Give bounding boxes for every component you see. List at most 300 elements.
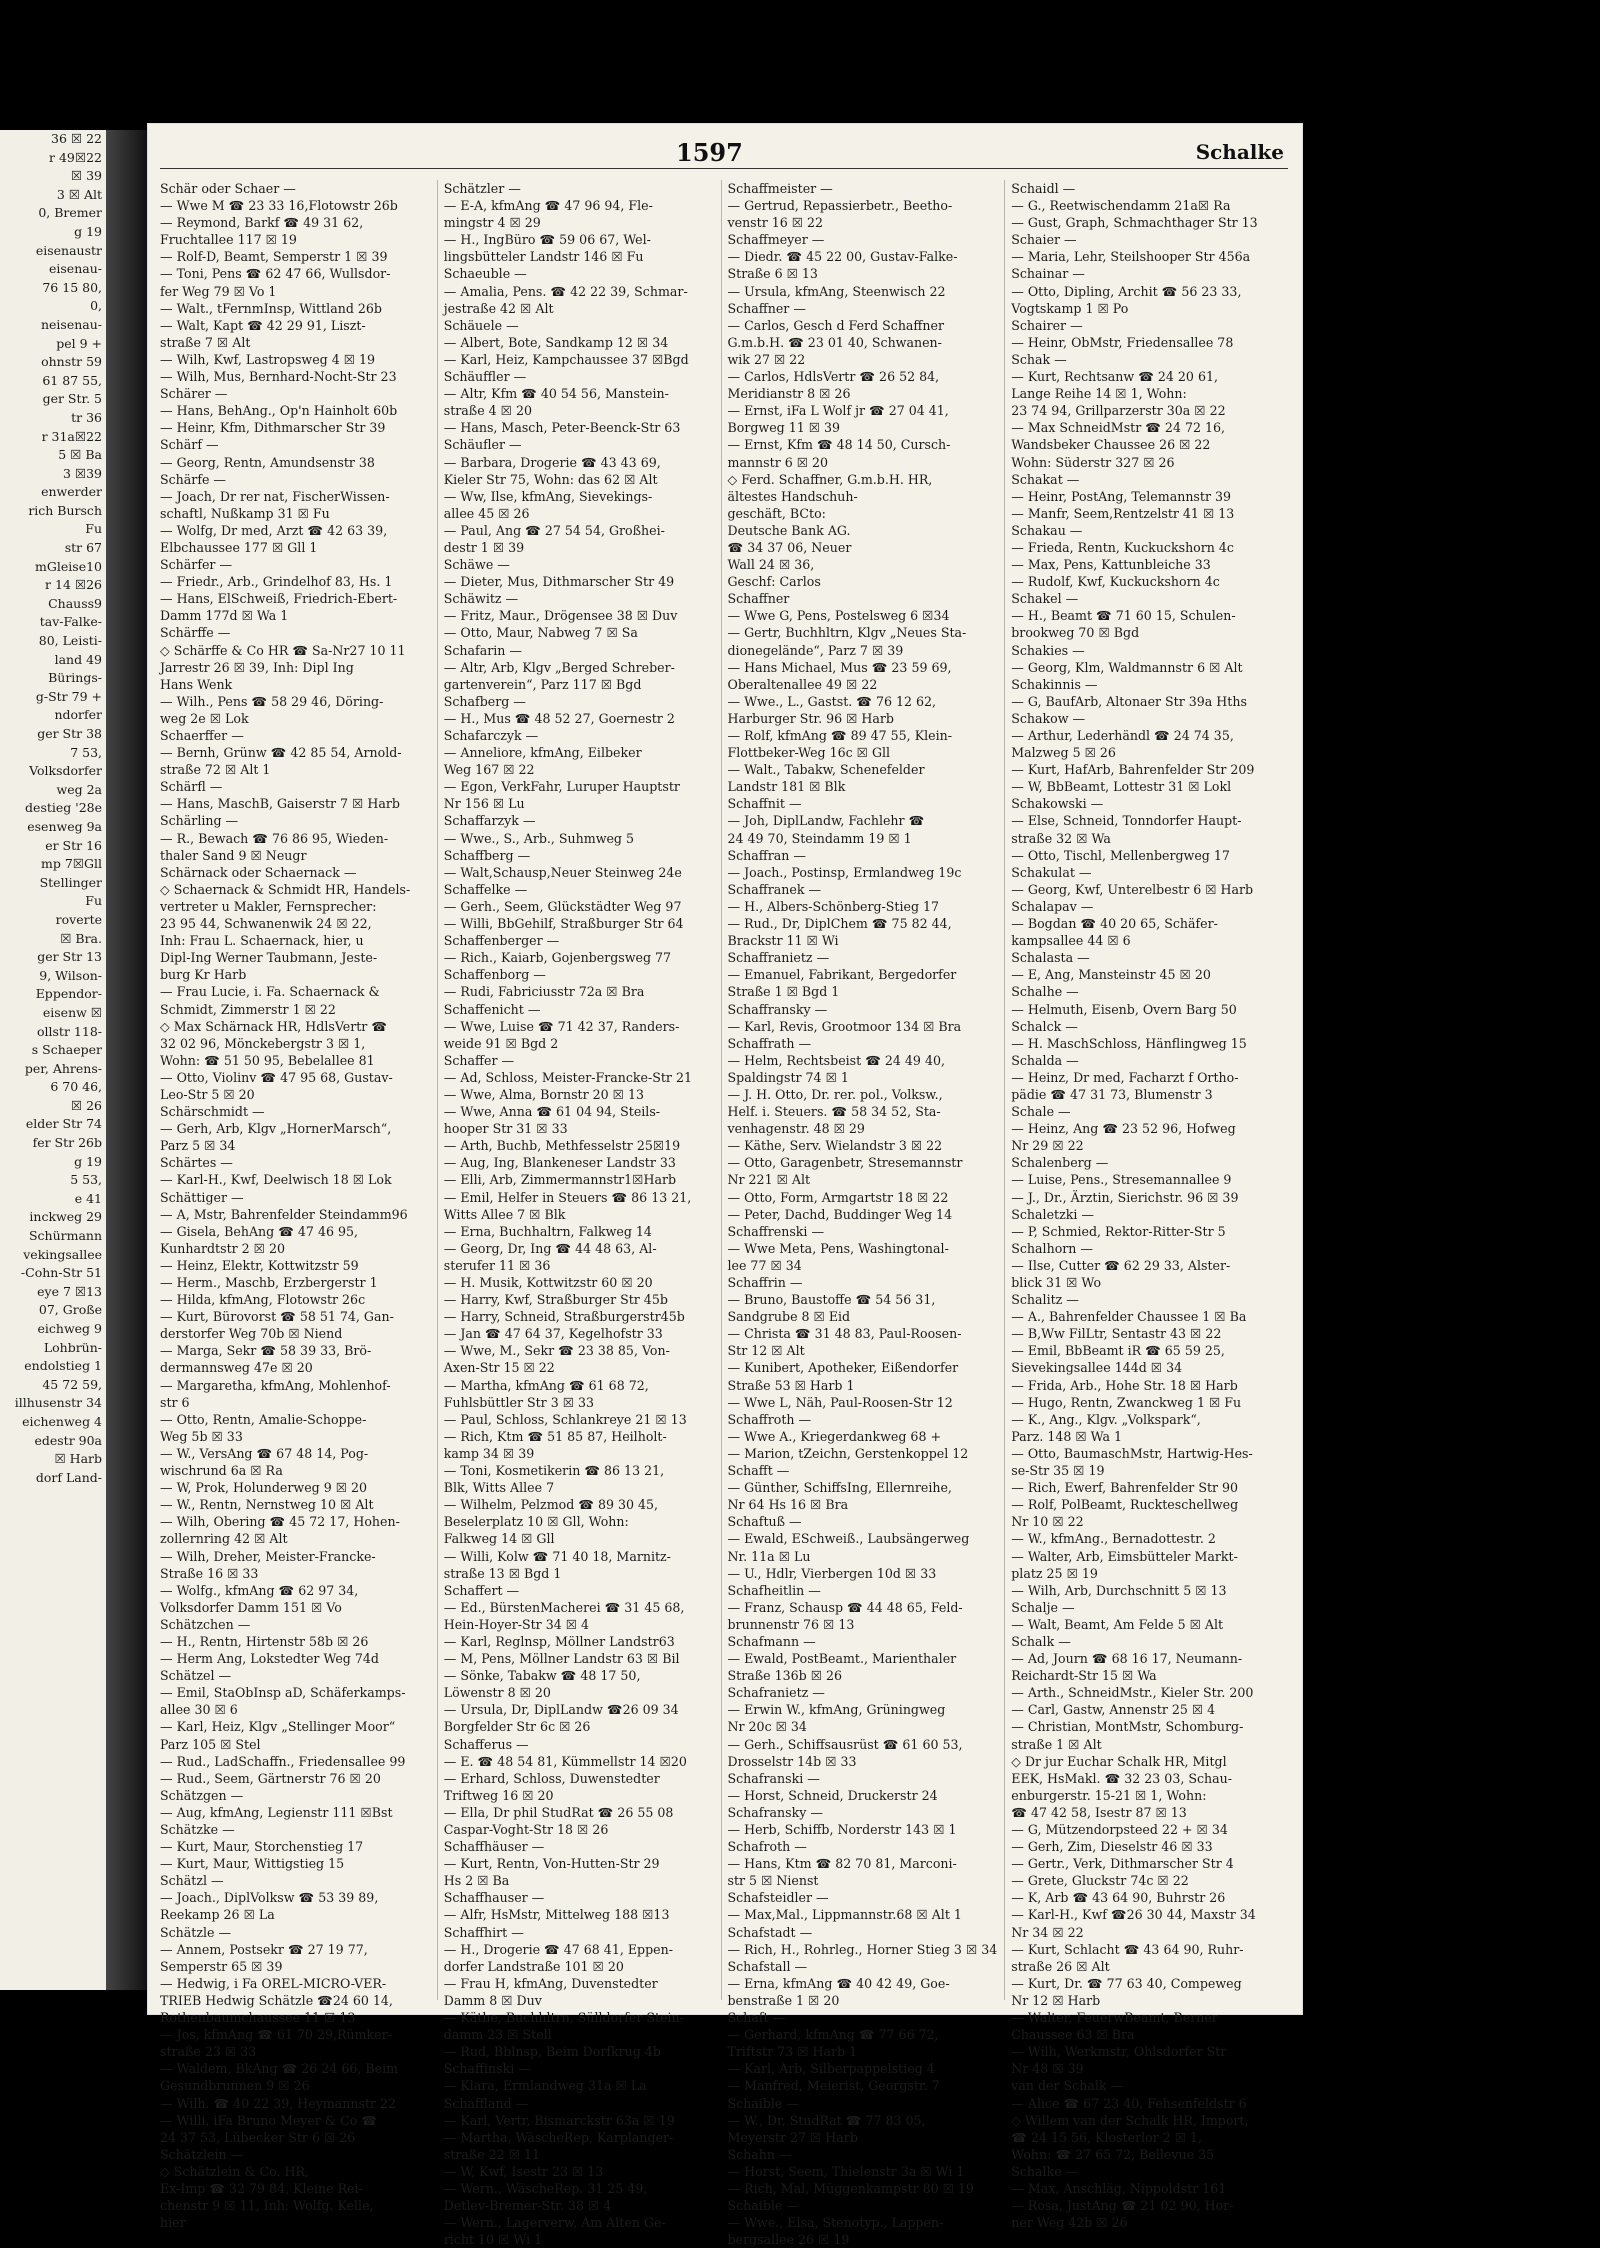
directory-entry-line: Schafroth —	[727, 1839, 807, 1855]
directory-entry-line: Beselerplatz 10 ☒ Gll, Wohn:	[443, 1514, 629, 1530]
directory-entry-line: — Manfr, Seem,Rentzelstr 41 ☒ 13	[1011, 505, 1235, 521]
directory-entry-line: derstorfer Weg 70b ☒ Niend	[160, 1326, 343, 1342]
directory-entry-line: — H., Mus ☎ 48 52 27, Goernestr 2	[443, 710, 675, 726]
directory-entry-line: — Annem, Postsekr ☎ 27 19 77,	[160, 1941, 368, 1957]
directory-entry-line: Straße 16 ☒ 33	[160, 1565, 259, 1581]
directory-entry-line: — Otto, Garagenbetr, Stresemannstr	[727, 1155, 963, 1171]
directory-entry-line: — Wwe., L., Gastst. ☎ 76 12 62,	[727, 693, 937, 709]
directory-entry-line: Schaffberg —	[443, 847, 531, 863]
directory-entry-line: — P, Schmied, Rektor-Ritter-Str 5	[1011, 1223, 1226, 1239]
directory-entry-line: — Rich., Kaiarb, Gojenbergsweg 77	[443, 950, 672, 966]
directory-page	[148, 124, 1302, 2248]
directory-entry-line: ◇ Willem van der Schalk HR, Import,	[1011, 2112, 1249, 2128]
directory-entry-line: Schaier —	[1011, 232, 1077, 248]
directory-entry-line: Nr 10 ☒ 22	[1011, 1514, 1084, 1530]
directory-entry-line: blick 31 ☒ Wo	[1011, 1275, 1102, 1290]
directory-entry-line: — Hans, ElSchweiß, Friedrich-Ebert-	[160, 591, 398, 607]
directory-entry-line: — Wolfg., kfmAng ☎ 62 97 34,	[160, 1582, 359, 1598]
directory-entry-line: Schaffhirt —	[443, 1924, 524, 1940]
directory-entry-line: — H., Beamt ☎ 71 60 15, Schulen-	[1011, 608, 1236, 624]
directory-entry-line: sterufer 11 ☒ 36	[443, 1257, 551, 1273]
directory-entry-line: Detlev-Bremer-Str. 38 ☒ 4	[443, 2198, 612, 2214]
directory-entry-line: Semperstr 65 ☒ 39	[160, 1958, 283, 1974]
directory-entry-line: — Dieter, Mus, Dithmarscher Str 49	[443, 574, 675, 590]
directory-entry-line: — Karl-H., Kwf ☎26 30 44, Maxstr 34	[1011, 1907, 1256, 1923]
directory-entry-line: — Wwe, Alma, Bornstr 20 ☒ 13	[443, 1086, 644, 1102]
directory-entry-line: Deutsche Bank AG.	[727, 522, 851, 538]
directory-entry-line: — Paul, Ang ☎ 27 54 54, Großhei-	[443, 522, 665, 538]
directory-entry-line: — B,Ww FilLtr, Sentastr 43 ☒ 22	[1011, 1326, 1222, 1342]
previous-page-line: ☒ Bra.	[60, 930, 102, 946]
directory-entry-line: — Rud., Dr, DiplChem ☎ 75 82 44,	[727, 916, 952, 932]
directory-entry-line: — Gertr., Verk, Dithmarscher Str 4	[1011, 1856, 1234, 1872]
directory-entry-line: — Gerh, Zim, Dieselstr 46 ☒ 33	[1011, 1839, 1213, 1855]
directory-entry-line: Schaffert —	[443, 1582, 520, 1598]
directory-entry-line: weide 91 ☒ Bgd 2	[443, 1035, 559, 1051]
directory-entry-line: Schäwe —	[443, 557, 510, 573]
previous-page-line: ohnstr 59	[41, 354, 102, 370]
directory-entry-line: Weg 167 ☒ 22	[443, 762, 535, 778]
directory-entry-line: — K, Arb ☎ 43 64 90, Buhrstr 26	[1011, 1890, 1226, 1906]
directory-entry-line: van der Schalk —	[1011, 2078, 1124, 2094]
previous-page-line: per, Ahrens-	[24, 1060, 102, 1076]
directory-entry-line: — Anneliore, kfmAng, Eilbeker	[443, 745, 642, 761]
directory-entry-line: Schätzke —	[160, 1822, 235, 1837]
directory-entry-line: — Christian, MontMstr, Schomburg-	[1011, 1719, 1244, 1735]
directory-entry-line: Schaible —	[727, 2198, 799, 2214]
directory-entry-line: Schärf —	[160, 437, 219, 453]
directory-entry-line: — Martha, kfmAng ☎ 61 68 72,	[443, 1377, 649, 1393]
previous-page-line: 6 70 46,	[50, 1079, 102, 1095]
directory-entry-line: Nr. 11a ☒ Lu	[727, 1548, 811, 1564]
directory-entry-line: — Wwe Meta, Pens, Washingtonal-	[727, 1240, 949, 1256]
directory-entry-line: — Alfr, HsMstr, Mittelweg 188 ☒13	[443, 1907, 670, 1923]
previous-page-line: ger Str 38	[37, 726, 102, 741]
directory-entry-line: — Aug, kfmAng, Legienstr 111 ☒Bst	[160, 1804, 393, 1820]
directory-entry-line: — Manfred, Meierist, Georgstr. 7	[727, 2078, 940, 2094]
previous-page-line: e 41	[74, 1190, 102, 1206]
directory-entry-line: — Otto, Form, Armgartstr 18 ☒ 22	[727, 1189, 949, 1205]
directory-entry-line: Rothenbaumchaussee 11 ☒ 13	[160, 2010, 356, 2026]
directory-entry-line: Straße 53 ☒ Harb 1	[727, 1377, 855, 1393]
directory-entry-line: — Erwin W., kfmAng, Grüningweg	[727, 1702, 946, 1718]
directory-entry-line: Schmidt, Zimmerstr 1 ☒ 22	[160, 1001, 336, 1017]
directory-entry-line: Harburger Str. 96 ☒ Harb	[727, 710, 894, 726]
directory-entry-line: ◇ Schätzlein & Co. HR,	[160, 2163, 309, 2179]
directory-entry-line: — Wern., Lagerverw, Am Alten Ge-	[443, 2215, 666, 2231]
directory-entry-line: Schafferus —	[443, 1736, 529, 1752]
directory-entry-line: — Joach., Postinsp, Ermlandweg 19c	[727, 864, 962, 880]
directory-entry-line: Schakow —	[1011, 710, 1086, 726]
directory-entry-line: Sandgrube 8 ☒ Eid	[727, 1309, 851, 1325]
directory-entry-line: Schaffhäuser —	[443, 1839, 545, 1855]
directory-entry-line: Schaffroth —	[727, 1411, 812, 1427]
directory-entry-line: straße 4 ☒ 20	[443, 403, 533, 419]
previous-page-line: Schürmann	[28, 1228, 102, 1244]
previous-page-line: Chauss9	[48, 595, 102, 611]
directory-entry-line: — Herb, Schiffb, Norderstr 143 ☒ 1	[727, 1822, 957, 1837]
directory-entry-line: Leo-Str 5 ☒ 20	[160, 1086, 255, 1102]
directory-entry-line: straße 23 ☒ 33	[160, 2044, 257, 2060]
directory-entry-line: — Wilh. ☎ 40 22 39, Heymannstr 22	[160, 2095, 397, 2111]
directory-entry-line: — Walt., tFernmInsp, Wittland 26b	[160, 300, 382, 316]
directory-entry-line: — Barbara, Drogerie ☎ 43 43 69,	[443, 454, 661, 470]
directory-entry-line: — Kurt, Maur, Storchenstieg 17	[160, 1839, 364, 1855]
directory-entry-line: 24 37 53, Lübecker Str 6 ☒ 26	[160, 2129, 356, 2145]
previous-page-line: illhusenstr 34	[14, 1395, 102, 1411]
directory-entry-line: Schakau —	[1011, 522, 1083, 538]
column-1	[160, 180, 438, 2231]
directory-entry-line: Brackstr 11 ☒ Wi	[727, 933, 839, 949]
directory-entry-line: zollernring 42 ☒ Alt	[160, 1531, 288, 1547]
directory-entry-line: Straße 6 ☒ 13	[727, 266, 818, 282]
previous-page-line: 9, Wilson-	[39, 967, 102, 983]
directory-entry-line: — Harry, Kwf, Straßburger Str 45b	[443, 1292, 668, 1308]
directory-entry-line: — R., Bewach ☎ 76 86 95, Wieden-	[160, 830, 389, 846]
directory-entry-line: — J. H. Otto, Dr. rer. pol., Volksw.,	[727, 1086, 943, 1102]
directory-entry-line: — A, Mstr, Bahrenfelder Steindamm96	[160, 1206, 408, 1222]
column-3	[727, 180, 1006, 2248]
directory-entry-line: wik 27 ☒ 22	[727, 351, 806, 367]
directory-entry-line: Schalk —	[1011, 1633, 1071, 1649]
directory-entry-line: — Albert, Bote, Sandkamp 12 ☒ 34	[443, 334, 669, 350]
directory-entry-line: — Erna, Buchhaltrn, Falkweg 14	[443, 1223, 652, 1239]
directory-entry-line: — Wilh., Pens ☎ 58 29 46, Döring-	[160, 693, 384, 709]
directory-entry-line: Schafranski —	[727, 1770, 820, 1786]
directory-entry-line: Flottbeker-Weg 16c ☒ Gll	[727, 745, 891, 761]
directory-entry-line: — Hilda, kfmAng, Flotowstr 26c	[160, 1292, 366, 1308]
directory-columns	[160, 180, 1288, 2248]
directory-entry-line: — Kurt, Dr. ☎ 77 63 40, Compeweg	[1011, 1975, 1242, 1991]
directory-entry-line: Schakies —	[1011, 642, 1085, 658]
previous-page-line: 5 ☒ Ba	[58, 447, 102, 463]
directory-entry-line: Schafstall —	[727, 1958, 808, 1974]
directory-entry-line: — Wilh, Werkmstr, Ohlsdorfer Str	[1011, 2044, 1227, 2060]
previous-page-line: eisenaustr	[35, 242, 102, 258]
directory-entry-line: mannstr 6 ☒ 20	[727, 454, 829, 470]
directory-entry-line: gartenverein“, Parz 117 ☒ Bgd	[443, 676, 642, 692]
directory-entry-line: — Ad, Schloss, Meister-Francke-Str 21	[443, 1069, 692, 1085]
directory-entry-line: Schäuffler —	[443, 369, 527, 385]
directory-entry-line: Schaffland —	[443, 2095, 529, 2111]
page-number: 1597	[676, 138, 743, 167]
directory-entry-line: Nr 34 ☒ 22	[1011, 1924, 1084, 1940]
directory-entry-line: ◇ Schärffe & Co HR ☎ Sa-Nr27 10 11	[160, 642, 406, 658]
directory-entry-line: Spaldingstr 74 ☒ 1	[727, 1069, 849, 1085]
directory-entry-line: — Reymond, Barkf ☎ 49 31 62,	[160, 215, 364, 231]
previous-page-line: eisenau-	[49, 261, 102, 277]
directory-entry-line: Straße 1 ☒ Bgd 1	[727, 984, 840, 1000]
directory-entry-line: — Sönke, Tabakw ☎ 48 17 50,	[443, 1668, 641, 1684]
directory-entry-line: — Frau H, kfmAng, Duvenstedter	[443, 1975, 658, 1991]
previous-page-line: ollstr 118-	[37, 1023, 102, 1039]
directory-entry-line: — Hans, BehAng., Op'n Hainholt 60b	[160, 403, 398, 419]
directory-entry-line: Schafsteidler —	[727, 1890, 829, 1906]
directory-entry-line: enburgerstr. 15-21 ☒ 1, Wohn:	[1011, 1787, 1207, 1803]
directory-entry-line: Schakat —	[1011, 471, 1080, 487]
directory-entry-line: — Wwe., S., Arb., Suhmweg 5	[443, 830, 635, 846]
directory-entry-line: destr 1 ☒ 39	[443, 539, 525, 555]
directory-entry-line: — Georg, Kwf, Unterelbestr 6 ☒ Harb	[1011, 881, 1254, 897]
directory-entry-line: Wohn: ☎ 51 50 95, Bebelallee 81	[160, 1052, 375, 1068]
directory-entry-line: Nr 156 ☒ Lu	[443, 796, 525, 812]
directory-entry-line: Fuhlsbüttler Str 3 ☒ 33	[443, 1394, 595, 1410]
previous-page-line: esenweg 9a	[27, 818, 102, 834]
directory-entry-line: — Rudi, Fabriciusstr 72a ☒ Bra	[443, 984, 645, 1000]
previous-page-line: 80, Leisti-	[38, 633, 102, 649]
directory-entry-line: — Amalia, Pens. ☎ 42 22 39, Schmar-	[443, 283, 688, 299]
directory-entry-line: — Ww, Ilse, kfmAng, Sievekings-	[443, 488, 653, 504]
directory-entry-line: — E, Ang, Mansteinstr 45 ☒ 20	[1011, 967, 1211, 983]
directory-entry-line: — Ewald, ESchweiß., Laubsängerweg	[727, 1531, 970, 1547]
directory-entry-line: — Karl, Arb, Silberpappelstieg 4	[727, 2061, 935, 2077]
directory-entry-line: — Joach, Dr rer nat, FischerWissen-	[160, 488, 390, 504]
previous-page-line: s Schaeper	[31, 1042, 102, 1058]
previous-page-line: ger Str. 5	[42, 391, 102, 407]
directory-entry-line: Dipl-Ing Werner Taubmann, Jeste-	[160, 950, 378, 966]
directory-entry-line: Fruchtallee 117 ☒ 19	[160, 232, 297, 248]
directory-entry-line: — Käthe, Buchhltrn, Sülldorfer Stein-	[443, 2010, 684, 2026]
directory-entry-line: weg 2e ☒ Lok	[160, 710, 249, 726]
directory-entry-line: Borgweg 11 ☒ 39	[727, 420, 841, 436]
directory-entry-line: EEK, HsMakl. ☎ 32 23 03, Schau-	[1011, 1770, 1233, 1786]
previous-page-line: r 49☒22	[49, 149, 102, 165]
directory-entry-line: — Wwe A., Kriegerdankweg 68 +	[727, 1428, 942, 1444]
directory-entry-line: Volksdorfer Damm 151 ☒ Vo	[160, 1599, 342, 1615]
directory-entry-line: — Georg, Dr, Ing ☎ 44 48 63, Al-	[443, 1240, 657, 1256]
directory-entry-line: — Arth., SchneidMstr., Kieler Str. 200	[1011, 1685, 1254, 1701]
directory-entry-line: Wandsbeker Chaussee 26 ☒ 22	[1011, 437, 1211, 453]
directory-entry-line: Schaffranietz —	[727, 950, 830, 966]
directory-entry-line: Schafarin —	[443, 642, 522, 658]
directory-entry-line: Schaft —	[727, 2010, 786, 2026]
directory-entry-line: ◇ Ferd. Schaffner, G.m.b.H. HR,	[727, 471, 933, 487]
directory-entry-line: Inh: Frau L. Schaernack, hier, u	[160, 933, 364, 949]
previous-page-line: destieg '28e	[25, 800, 102, 816]
directory-entry-line: ner Weg 42b ☒ 26	[1011, 2215, 1128, 2231]
directory-entry-line: — Bogdan ☎ 40 20 65, Schäfer-	[1011, 916, 1218, 932]
directory-entry-line: — Margaretha, kfmAng, Mohlenhof-	[160, 1377, 391, 1393]
directory-entry-line: — Otto, Tischl, Mellenbergweg 17	[1011, 847, 1230, 863]
directory-entry-line: — Kurt, Rechtsanw ☎ 24 20 61,	[1011, 369, 1218, 385]
directory-entry-line: — G., Reetwischendamm 21a☒ Ra	[1011, 198, 1231, 214]
directory-entry-line: str 6	[160, 1394, 190, 1410]
previous-page-line: ☒ 39	[70, 168, 102, 184]
directory-entry-line: damm 23 ☒ Stell	[443, 2027, 552, 2043]
directory-entry-line: venhagenstr. 48 ☒ 29	[727, 1121, 865, 1137]
directory-entry-line: Schakulat —	[1011, 864, 1092, 880]
directory-entry-line: Schaffner	[727, 591, 790, 607]
directory-entry-line: Meyerstr 27 ☒ Harb	[727, 2129, 858, 2145]
previous-page-line: eichweg 9	[37, 1321, 102, 1336]
directory-entry-line: Ex-Imp ☎ 32 79 84, Kleine Rei-	[160, 2180, 363, 2196]
directory-entry-line: — Ursula, Dr, DiplLandw ☎26 09 34	[443, 1702, 679, 1718]
directory-entry-line: Hein-Hoyer-Str 34 ☒ 4	[443, 1616, 590, 1632]
directory-entry-line: ◇ Dr jur Euchar Schalk HR, Mitgl	[1011, 1753, 1227, 1769]
previous-page-line: roverte	[55, 911, 102, 927]
previous-page-line: er Str 16	[45, 837, 102, 853]
previous-page-line: ☒ 26	[70, 1097, 102, 1113]
directory-entry-line: ◇ Schaernack & Schmidt HR, Handels-	[160, 881, 411, 897]
directory-entry-line: Helf. i. Steuers. ☎ 58 34 52, Sta-	[727, 1104, 941, 1120]
directory-entry-line: straße 22 ☒ 11	[443, 2146, 541, 2162]
directory-entry-line: — Wilh, Obering ☎ 45 72 17, Hohen-	[160, 1514, 400, 1530]
previous-page-line: 07, Große	[38, 1302, 102, 1318]
directory-entry-line: straße 26 ☒ Alt	[1011, 1958, 1110, 1974]
directory-entry-line: Schärfe —	[160, 471, 227, 487]
directory-entry-line: kamp 34 ☒ 39	[443, 1445, 535, 1461]
directory-entry-line: — Altr, Kfm ☎ 40 54 56, Manstein-	[443, 386, 669, 402]
directory-entry-line: — Walter, FeuerwBeamt, Berner	[1011, 2010, 1218, 2026]
directory-entry-line: — Emanuel, Fabrikant, Bergedorfer	[727, 967, 957, 983]
directory-entry-line: — Ella, Dr phil StudRat ☎ 26 55 08	[443, 1804, 674, 1820]
directory-entry-line: Blk, Witts Allee 7	[443, 1480, 555, 1496]
previous-page-line: inckweg 29	[29, 1209, 102, 1225]
directory-entry-line: — Wwe, Anna ☎ 61 04 94, Steils-	[443, 1104, 661, 1120]
directory-entry-line: — Ad, Journ ☎ 68 16 17, Neumann-	[1011, 1651, 1243, 1667]
previous-page-line: enwerder	[41, 484, 102, 500]
directory-entry-line: Schainar —	[1011, 266, 1085, 282]
previous-page-line: eisenw ☒	[42, 1004, 102, 1020]
directory-entry-line: — Rich, Ktm ☎ 51 85 87, Heilholt-	[443, 1428, 667, 1444]
directory-entry-line: — Hans Michael, Mus ☎ 23 59 69,	[727, 659, 952, 675]
directory-entry-line: schaftl, Nußkamp 31 ☒ Fu	[160, 505, 330, 521]
directory-entry-line: — Heinz, Ang ☎ 23 52 96, Hofweg	[1011, 1121, 1236, 1137]
directory-entry-line: Schafheitlin —	[727, 1582, 821, 1598]
directory-entry-line: — Georg, Rentn, Amundsenstr 38	[160, 454, 375, 470]
previous-page-line: vekingsallee	[23, 1246, 102, 1262]
directory-entry-line: — Karl, Heiz, Kampchaussee 37 ☒Bgd	[443, 351, 689, 367]
directory-entry-line: — Max, Anschläg, Nippoldstr 161	[1011, 2180, 1227, 2196]
page-header	[148, 138, 1302, 172]
directory-entry-line: Axen-Str 15 ☒ 22	[443, 1360, 555, 1376]
directory-entry-line: — Diedr. ☎ 45 22 00, Gustav-Falke-	[727, 249, 958, 265]
directory-entry-line: — Gerh, Arb, Klgv „HornerMarsch“,	[160, 1121, 392, 1137]
directory-entry-line: — Fritz, Maur., Drögensee 38 ☒ Duv	[443, 608, 678, 624]
directory-entry-line: — Walt., Tabakw, Schenefelder	[727, 762, 925, 778]
directory-entry-line: Schaffhauser —	[443, 1890, 545, 1906]
previous-page-line: 7 53,	[70, 744, 102, 760]
directory-entry-line: — Otto, Dipling, Archit ☎ 56 23 33,	[1011, 283, 1242, 299]
directory-entry-line: — Wwe L, Näh, Paul-Roosen-Str 12	[727, 1394, 953, 1410]
previous-page-line: 36 ☒ 22	[51, 131, 102, 146]
directory-entry-line: — Gerh., Seem, Glückstädter Weg 97	[443, 898, 682, 914]
directory-entry-line: Schäuele —	[443, 317, 519, 333]
directory-entry-line: Chaussee 63 ☒ Bra	[1011, 2027, 1135, 2043]
directory-entry-line: straße 32 ☒ Wa	[1011, 830, 1111, 846]
previous-page-line: 3 ☒ Alt	[56, 186, 102, 202]
directory-entry-line: 24 49 70, Steindamm 19 ☒ 1	[727, 830, 912, 846]
directory-entry-line: — Wilh, Kwf, Lastropsweg 4 ☒ 19	[160, 351, 376, 367]
previous-page-line: Stellinger	[39, 874, 102, 890]
directory-entry-line: Lange Reihe 14 ☒ 1, Wohn:	[1011, 386, 1187, 402]
previous-page-line: Fu	[85, 521, 102, 537]
directory-entry-line: Schafmann —	[727, 1633, 816, 1649]
previous-page-line: g 19	[74, 1153, 102, 1169]
previous-page-line: 61 87 55,	[42, 372, 102, 388]
directory-entry-line: Schätzlein —	[160, 2146, 244, 2162]
previous-page-line: 0, Bremer	[38, 205, 102, 221]
directory-entry-line: Schäwitz —	[443, 591, 519, 607]
previous-page-line: eichenweg 4	[22, 1413, 102, 1429]
directory-entry-line: — Kurt, Rentn, Von-Hutten-Str 29	[443, 1856, 660, 1872]
directory-entry-line: — W, Kwf, Isestr 23 ☒ 13	[443, 2163, 604, 2179]
directory-entry-line: 23 95 44, Schwanenwik 24 ☒ 22,	[160, 916, 372, 932]
directory-entry-line: Malzweg 5 ☒ 26	[1011, 745, 1116, 761]
directory-entry-line: — Toni, Pens ☎ 62 47 66, Wullsdor-	[160, 266, 391, 282]
directory-entry-line: Wohn: ☎ 27 65 72, Bellevue 35	[1011, 2146, 1215, 2162]
directory-entry-line: ☎ 34 37 06, Neuer	[727, 539, 852, 555]
directory-entry-line: Schaffmeyer —	[727, 232, 825, 248]
directory-entry-line: — Ewald, PostBeamt., Marienthaler	[727, 1651, 957, 1667]
directory-entry-line: — Hugo, Rentn, Zwanckweg 1 ☒ Fu	[1011, 1394, 1242, 1410]
directory-entry-line: Parz 105 ☒ Stel	[160, 1736, 261, 1752]
directory-entry-line: Schaerffer —	[160, 728, 244, 743]
directory-entry-line: — Waldem, BkAng ☎ 26 24 66, Beim	[160, 2061, 399, 2077]
directory-entry-line: platz 25 ☒ 19	[1011, 1565, 1098, 1581]
directory-entry-line: Schalje —	[1011, 1599, 1075, 1615]
directory-entry-line: Borgfelder Str 6c ☒ 26	[443, 1719, 591, 1735]
directory-entry-line: — Rud., LadSchaffn., Friedensallee 99	[160, 1753, 406, 1769]
previous-page-line: ndorfer	[54, 707, 102, 723]
directory-entry-line: — Marion, tZeichn, Gerstenkoppel 12	[727, 1445, 969, 1461]
directory-entry-line: Schak —	[1011, 351, 1067, 367]
directory-entry-line: — Heinz, Dr med, Facharzt f Ortho-	[1011, 1069, 1239, 1085]
directory-entry-line: — Rolf-D, Beamt, Semperstr 1 ☒ 39	[160, 249, 388, 265]
directory-entry-line: — Ernst, Kfm ☎ 48 14 50, Cursch-	[727, 437, 951, 453]
directory-entry-line: — Hans, MaschB, Gaiserstr 7 ☒ Harb	[160, 796, 400, 812]
directory-entry-line: dermannsweg 47e ☒ 20	[160, 1360, 313, 1376]
directory-entry-line: — Hans, Masch, Peter-Beenck-Str 63	[443, 420, 681, 436]
directory-entry-line: pädie ☎ 47 31 73, Blumenstr 3	[1011, 1086, 1213, 1102]
previous-page-line: g 19	[74, 223, 102, 239]
directory-entry-line: allee 45 ☒ 26	[443, 505, 530, 521]
previous-page-line: g-Str 79 +	[35, 688, 102, 704]
directory-entry-line: Sievekingsallee 144d ☒ 34	[1011, 1360, 1183, 1376]
previous-page-line: Volksdorfer	[29, 763, 102, 779]
directory-entry-line: — Heinr, Kfm, Dithmarscher Str 39	[160, 420, 386, 436]
directory-entry-line: — J., Dr., Ärztin, Sierichstr. 96 ☒ 39	[1011, 1189, 1239, 1205]
directory-entry-line: Str 12 ☒ Alt	[727, 1343, 805, 1359]
directory-entry-line: — Altr, Arb, Klgv „Berged Schreber-	[443, 659, 675, 675]
directory-entry-line: Schaffenborg —	[443, 967, 546, 983]
directory-entry-line: — Wilhelm, Pelzmod ☎ 89 30 45,	[443, 1497, 659, 1513]
directory-entry-line: — Karl-H., Kwf, Deelwisch 18 ☒ Lok	[160, 1172, 392, 1188]
directory-entry-line: — Rich, Mal, Müggenkampstr 80 ☒ 19	[727, 2180, 974, 2196]
previous-page-line: str 67	[64, 540, 102, 556]
directory-entry-line: Straße 136b ☒ 26	[727, 1668, 843, 1684]
directory-entry-line: Schärnack oder Schaernack —	[160, 864, 357, 880]
directory-entry-line: — Herm., Maschb, Erzbergerstr 1	[160, 1275, 378, 1290]
directory-entry-line: — Franz, Schausp ☎ 44 48 65, Feld-	[727, 1599, 963, 1615]
directory-entry-line: — Emil, Helfer in Steuers ☎ 86 13 21,	[443, 1189, 692, 1205]
directory-entry-line: richt 10 ☒ Wi 1	[443, 2232, 543, 2248]
directory-entry-line: ☎ 47 42 58, Isestr 87 ☒ 13	[1011, 1804, 1187, 1820]
directory-entry-line: — Wwe, M., Sekr ☎ 23 38 85, Von-	[443, 1343, 670, 1359]
directory-entry-line: — Willi, iFa Bruno Meyer & Co ☎	[160, 2112, 378, 2128]
previous-page-fragment	[0, 130, 106, 1990]
directory-entry-line: — Wern., WäscheRep. 31 25 49,	[443, 2180, 648, 2196]
directory-entry-line: — Paul, Schloss, Schlankreye 21 ☒ 13	[443, 1411, 687, 1427]
directory-entry-line: — W., VersAng ☎ 67 48 14, Pog-	[160, 1445, 369, 1461]
directory-entry-line: Vogtskamp 1 ☒ Po	[1011, 300, 1129, 316]
directory-entry-line: — Horst, Schneid, Druckerstr 24	[727, 1787, 938, 1803]
directory-entry-line: Schaidl —	[1011, 181, 1076, 196]
directory-entry-line: Schärling —	[160, 813, 239, 829]
directory-entry-line: G.m.b.H. ☎ 23 01 40, Schwanen-	[727, 334, 942, 350]
previous-page-line: edestr 90a	[34, 1432, 102, 1448]
directory-entry-line: — Rich, H., Rohrleg., Horner Stieg 3 ☒ 34	[727, 1941, 998, 1957]
